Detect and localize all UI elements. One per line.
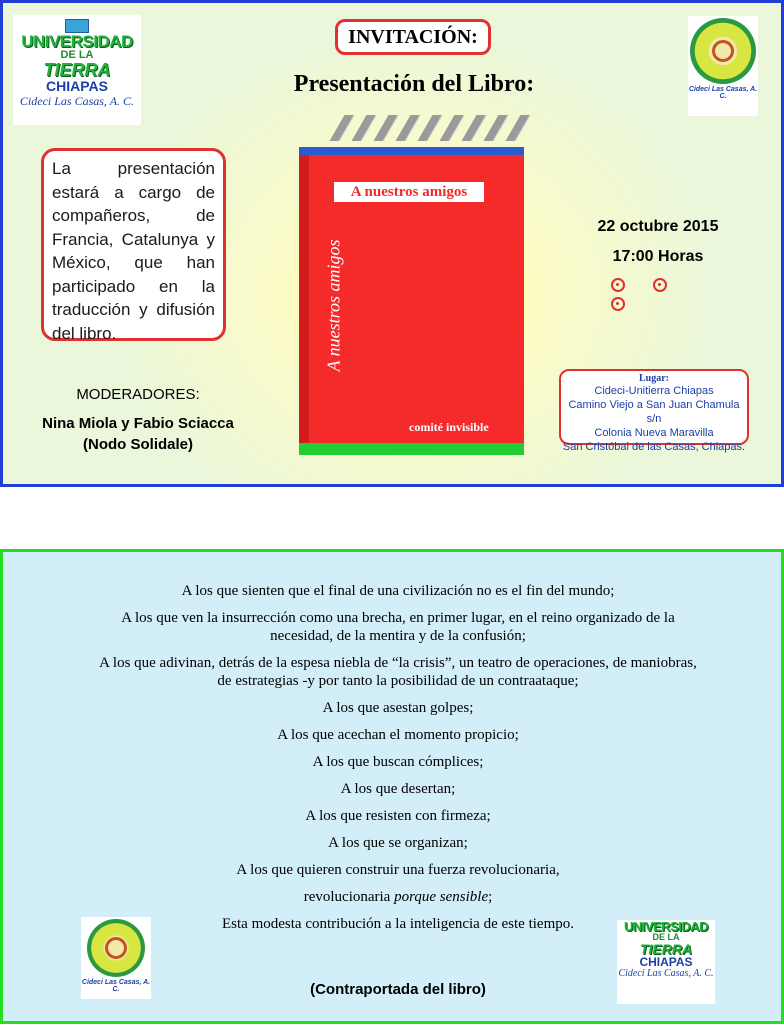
poem-line: A los que sienten que el final de una civilización no es el fin del mundo; — [181, 583, 615, 599]
location-line1: Cideci-Unitierra Chiapas — [594, 385, 714, 397]
poem-line: Esta modesta contribución a la inteligencia de este tiempo. — [222, 916, 574, 932]
unitierra-logo-bottom — [617, 920, 715, 1004]
book-illustration — [299, 115, 529, 465]
spiral-icon — [611, 278, 625, 292]
poem-line: A los que se organizan; — [328, 835, 468, 851]
location-box — [559, 369, 749, 453]
cideci-emblem-icon — [690, 18, 756, 84]
location-line3: Colonia Nueva Maravilla — [594, 427, 714, 439]
logo-text-line4: CHIAPAS — [639, 955, 693, 969]
back-cover-text — [93, 582, 703, 942]
logo-text-line5: Cideci Las Casas, A. C. — [618, 968, 714, 979]
moderators-names — [23, 413, 253, 455]
logo-text-line1: UNIVERSIDAD — [623, 919, 709, 934]
back-cover-caption: (Contraportada del libro) — [310, 981, 486, 998]
location-line2: Camino Viejo a San Juan Chamula s/n — [568, 399, 740, 425]
logo-text-line5: Cideci Las Casas, A. C. — [19, 94, 135, 108]
logo-emblem-icon — [65, 19, 89, 33]
book-spine-title: A nuestros amigos — [323, 239, 344, 372]
poem-line: A los que buscan cómplices; — [312, 754, 484, 770]
cideci-logo-bottom — [81, 917, 151, 999]
poem-line: A los que adivinan, detrás de la espesa niebla de “la crisis”, un teatro de operaciones, de maniobras, de estrategias -y por tanto la posibilidad de un contraataque; — [99, 655, 697, 689]
logo-text-line2: DE LA — [60, 49, 94, 61]
logo-text-line4: CHIAPAS — [46, 78, 108, 94]
logo-text-line3: TIERRA — [43, 60, 111, 80]
cideci-logo — [688, 16, 758, 116]
moderators-names-line2: (Nodo Solidale) — [83, 436, 193, 453]
invitation-panel — [0, 0, 784, 487]
cideci-logo-label: Cideci Las Casas, A. C. — [688, 86, 758, 100]
event-time: 17:00 Horas — [612, 248, 704, 265]
spiral-icon — [653, 278, 667, 292]
book-pages — [327, 115, 527, 151]
unitierra-logo — [13, 15, 141, 125]
poem-line: A los que acechan el momento propicio; — [277, 727, 519, 743]
book-title: A nuestros amigos — [334, 182, 484, 202]
cideci-logo-label: Cideci Las Casas, A. C. — [81, 979, 151, 993]
poem-line: A los que ven la insurrección como una brecha, en primer lugar, en el reino organizado de la necesidad, de la mentira y de la confusión; — [121, 610, 675, 644]
location-line4: San Cristóbal de las Casas, Chiapas. — [562, 441, 746, 453]
decorative-spirals — [611, 278, 731, 298]
back-cover-panel — [0, 549, 784, 1024]
poem-emphasis: porque sensible — [394, 889, 489, 905]
poem-line: A los que quieren construir una fuerza revolucionaria, — [236, 862, 560, 878]
moderators-label: MODERADORES: — [76, 386, 200, 403]
logo-text-line3: TIERRA — [639, 941, 693, 957]
logo-text-line2: DE LA — [652, 932, 680, 942]
poem-line: A los que resisten con firmeza; — [305, 808, 491, 824]
location-heading: Lugar: — [639, 373, 669, 384]
presentation-heading: Presentación del Libro: — [293, 71, 535, 97]
spiral-icon — [611, 297, 625, 311]
logo-text-line1: UNIVERSIDAD — [21, 32, 133, 51]
cideci-emblem-icon — [87, 919, 145, 977]
poem-line: A los que desertan; — [340, 781, 456, 797]
poem-line: A los que asestan golpes; — [322, 700, 474, 716]
presentation-description: La presentación estará a cargo de compañeros, de Francia, Catalunya y México, que han participado en la traducción y difusión del libro. — [41, 148, 226, 341]
poem-line — [93, 888, 703, 906]
invitation-heading: INVITACIÓN: — [335, 19, 491, 55]
book-author: comité invisible — [409, 420, 489, 434]
event-date: 22 octubre 2015 — [597, 218, 719, 235]
poem-punct: ; — [488, 889, 493, 905]
moderators-names-line1: Nina Miola y Fabio Sciacca — [42, 415, 234, 432]
poem-line-text: revolucionaria — [303, 889, 391, 905]
